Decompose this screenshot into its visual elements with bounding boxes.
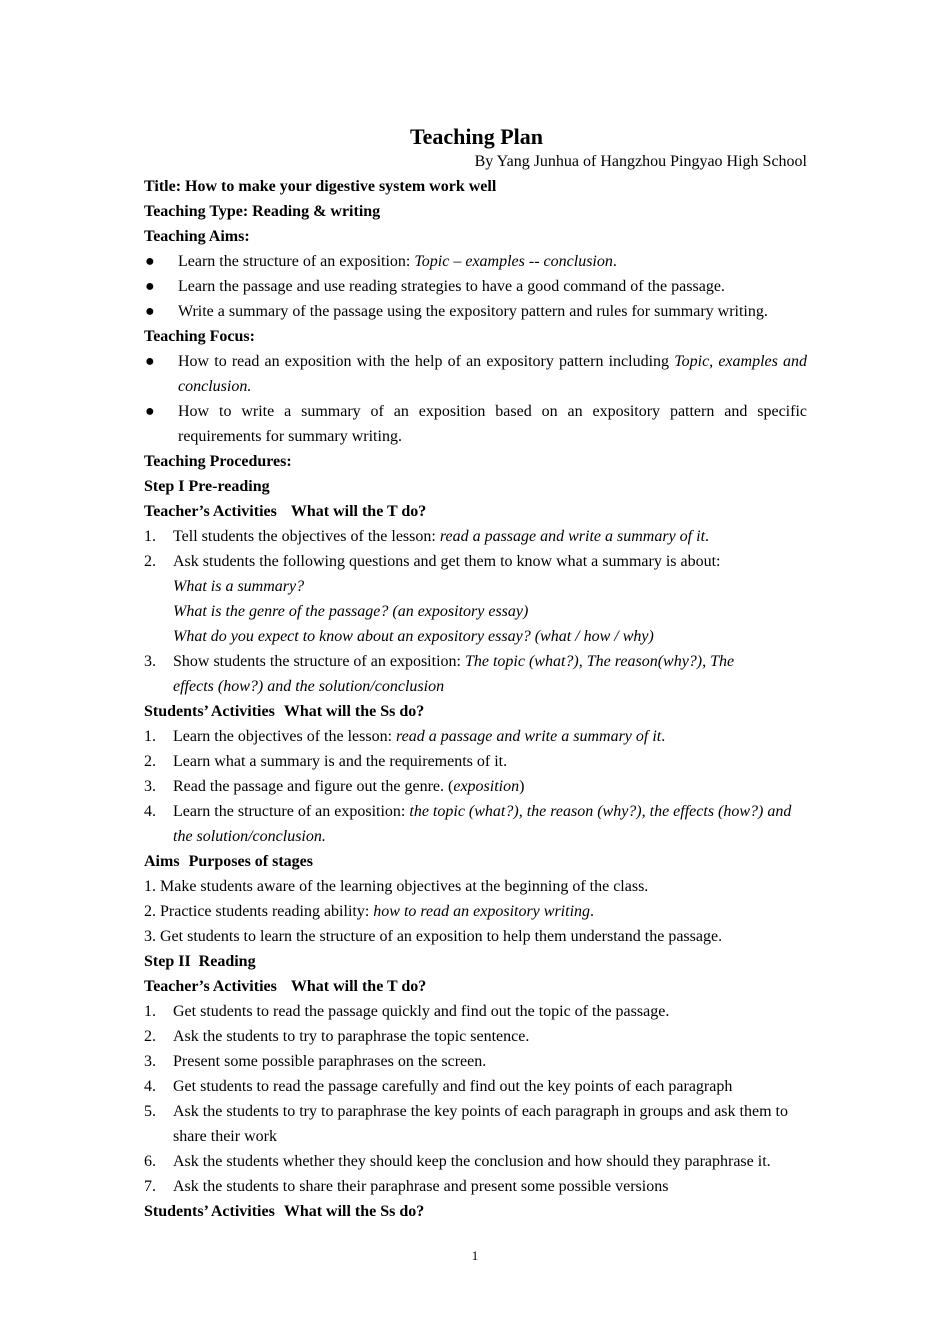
step2-teacher-item: 5. Ask the students to try to paraphrase the key points of each paragraph in groups and ask them to share their work bbox=[144, 1103, 788, 1145]
step2-students-heading: Students’ Activities What will the Ss do? bbox=[144, 1203, 425, 1220]
step1-student-item: 4. Learn the structure of an exposition: the topic (what?), the reason (why?), the effects (how?) and the solution/conclusion. bbox=[144, 803, 792, 845]
document-page bbox=[144, 122, 807, 1224]
step1-aim-item: 3. Get students to learn the structure of an exposition to help them understand the passage. bbox=[144, 928, 723, 945]
step2-teacher-item: 4. Get students to read the passage carefully and find out the key points of each paragraph bbox=[144, 1078, 733, 1095]
step2-teacher-item: 2. Ask the students to try to paraphrase the topic sentence. bbox=[144, 1028, 530, 1045]
guiding-question: What is a summary? bbox=[173, 578, 305, 595]
guiding-question: What do you expect to know about an expository essay? (what / how / why) bbox=[173, 628, 654, 645]
step1-teacher-item: 1. Tell students the objectives of the lesson: read a passage and write a summary of it. bbox=[144, 528, 710, 545]
focus-item: ● How to read an exposition with the help of an expository pattern including Topic, examples and conclusion. bbox=[144, 349, 807, 399]
teaching-focus-heading: Teaching Focus: bbox=[144, 328, 255, 345]
bullet-icon: ● bbox=[145, 278, 155, 295]
teaching-type: Teaching Type: Reading & writing bbox=[144, 203, 381, 220]
step1-heading: Step I Pre-reading bbox=[144, 478, 270, 495]
step2-teacher-item: 1. Get students to read the passage quickly and find out the topic of the passage. bbox=[144, 1003, 670, 1020]
lesson-title: Title: How to make your digestive system work well bbox=[144, 178, 497, 195]
step2-heading: Step II Reading bbox=[144, 953, 256, 970]
author-byline: By Yang Junhua of Hangzhou Pingyao High School bbox=[474, 153, 807, 170]
step2-teacher-item: 3. Present some possible paraphrases on the screen. bbox=[144, 1053, 487, 1070]
step1-student-item: 2. Learn what a summary is and the requirements of it. bbox=[144, 753, 508, 770]
step1-student-item: 3. Read the passage and figure out the genre. (exposition) bbox=[144, 778, 525, 795]
step1-teacher-item: 3. Show students the structure of an exposition: The topic (what?), The reason(why?), The effects (how?) and the solution/conclusion bbox=[144, 653, 735, 695]
teaching-aims-heading: Teaching Aims: bbox=[144, 228, 250, 245]
step1-student-item: 1. Learn the objectives of the lesson: read a passage and write a summary of it. bbox=[144, 728, 666, 745]
step1-aim-item: 1. Make students aware of the learning objectives at the beginning of the class. bbox=[144, 878, 649, 895]
step2-teacher-item: 7. Ask the students to share their paraphrase and present some possible versions bbox=[144, 1178, 669, 1195]
bullet-icon: ● bbox=[145, 253, 155, 270]
bullet-icon: ● bbox=[145, 403, 155, 420]
step1-aims-heading: Aims Purposes of stages bbox=[144, 853, 313, 870]
step1-aim-item: 2. Practice students reading ability: how to read an expository writing. bbox=[144, 903, 595, 920]
step1-students-heading: Students’ Activities What will the Ss do? bbox=[144, 703, 425, 720]
aim-item: ● Learn the structure of an exposition: Topic – examples -- conclusion. bbox=[144, 249, 807, 274]
step2-teacher-item: 6. Ask the students whether they should keep the conclusion and how should they paraphrase it. bbox=[144, 1153, 771, 1170]
focus-item: ● How to write a summary of an exposition based on an expository pattern and specific requirements for summary writing. bbox=[144, 399, 807, 449]
guiding-question: What is the genre of the passage? (an expository essay) bbox=[173, 603, 529, 620]
step1-teacher-heading: Teacher’s Activities What will the T do? bbox=[144, 503, 427, 520]
bullet-icon: ● bbox=[145, 303, 155, 320]
page-number: 1 bbox=[471, 1248, 479, 1263]
teaching-procedures-heading: Teaching Procedures: bbox=[144, 453, 292, 470]
bullet-icon: ● bbox=[145, 353, 155, 370]
aim-item: ● Write a summary of the passage using the expository pattern and rules for summary writing. bbox=[144, 299, 807, 324]
aim-item: ● Learn the passage and use reading strategies to have a good command of the passage. bbox=[144, 274, 807, 299]
step2-teacher-heading: Teacher’s Activities What will the T do? bbox=[144, 978, 427, 995]
document-title: Teaching Plan bbox=[409, 124, 544, 149]
step1-teacher-item: 2. Ask students the following questions and get them to know what a summary is about: bbox=[144, 553, 721, 570]
